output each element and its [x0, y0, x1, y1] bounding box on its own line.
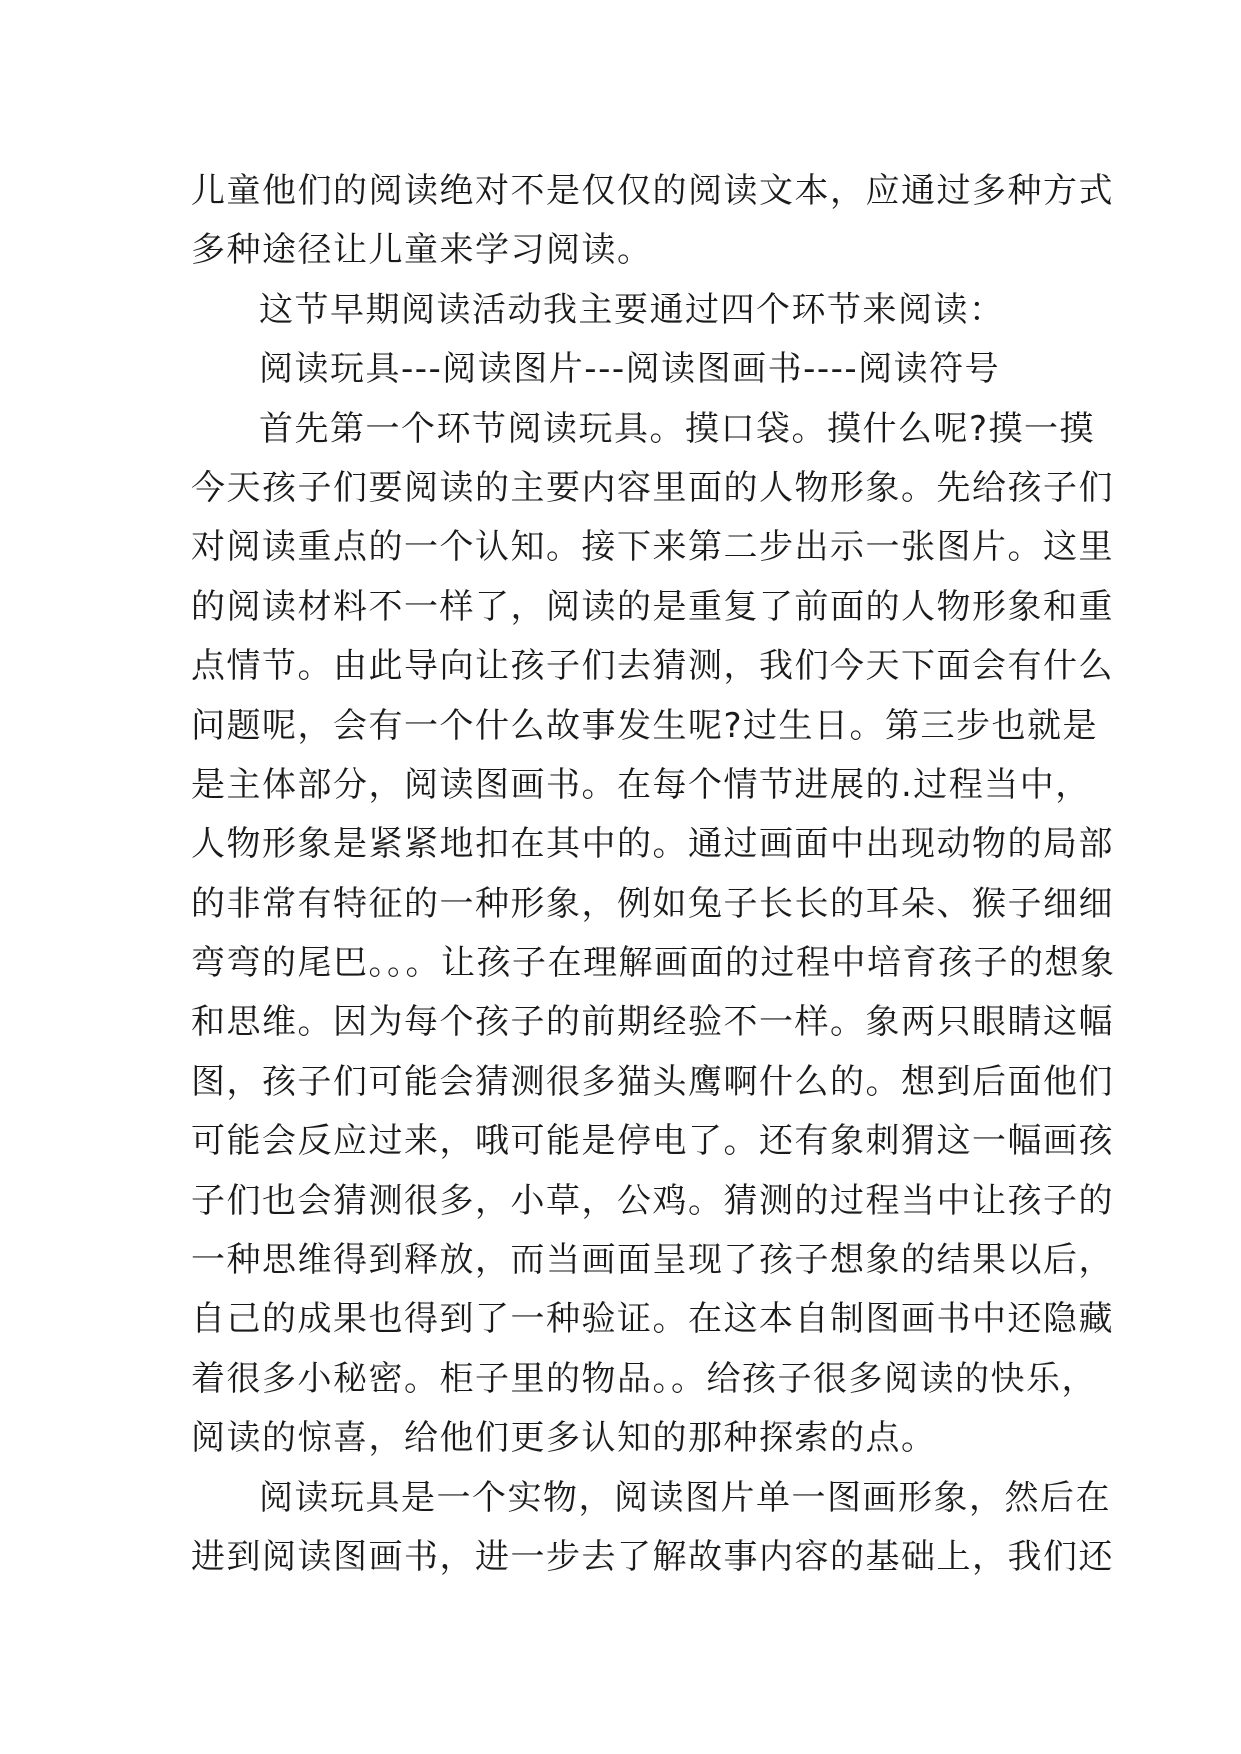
- text-line: 着很多小秘密。柜子里的物品。。给孩子很多阅读的快乐，: [191, 1358, 1097, 1399]
- text-line: 点情节。由此导向让孩子们去猜测，我们今天下面会有什么: [191, 646, 1114, 687]
- text-line: 问题呢，会有一个什么故事发生呢?过生日。第三步也就是: [191, 705, 1099, 746]
- body-text: [191, 162, 1116, 1587]
- text-line: 图，孩子们可能会猜测很多猫头鹰啊什么的。想到后面他们: [191, 1061, 1114, 1102]
- text-line: 对阅读重点的一个认知。接下来第二步出示一张图片。这里: [191, 527, 1114, 568]
- text-line: 自己的成果也得到了一种验证。在这本自制图画书中还隐藏: [191, 1299, 1114, 1340]
- text-line: 弯弯的尾巴。。。让孩子在理解画面的过程中培育孩子的想象: [191, 943, 1116, 984]
- text-line: 的非常有特征的一种形象，例如兔子长长的耳朵、猴子细细: [191, 883, 1114, 924]
- text-line: 进到阅读图画书，进一步去了解故事内容的基础上，我们还: [191, 1536, 1114, 1577]
- text-line: 这节早期阅读活动我主要通过四个环节来阅读：: [259, 289, 1005, 330]
- text-line: 一种思维得到释放，而当画面呈现了孩子想象的结果以后，: [191, 1240, 1114, 1281]
- text-line: 阅读玩具---阅读图片---阅读图画书----阅读符号: [259, 349, 1001, 390]
- text-line: 是主体部分，阅读图画书。在每个情节进展的.过程当中，: [191, 764, 1091, 805]
- text-line: 和思维。因为每个孩子的前期经验不一样。象两只眼睛这幅: [191, 1002, 1114, 1043]
- text-line: 子们也会猜测很多，小草，公鸡。猜测的过程当中让孩子的: [191, 1180, 1114, 1221]
- text-line: 今天孩子们要阅读的主要内容里面的人物形象。先给孩子们: [191, 467, 1114, 508]
- text-line: 首先第一个环节阅读玩具。摸口袋。摸什么呢?摸一摸: [259, 408, 1096, 449]
- text-line: 阅读的惊喜，给他们更多认知的那种探索的点。: [191, 1418, 937, 1459]
- text-line: 人物形象是紧紧地扣在其中的。通过画面中出现动物的局部: [191, 824, 1114, 865]
- text-line: 阅读玩具是一个实物，阅读图片单一图画形象，然后在: [259, 1477, 1111, 1518]
- text-line: 多种途径让儿童来学习阅读。: [191, 230, 653, 271]
- text-line: 儿童他们的阅读绝对不是仅仅的阅读文本，应通过多种方式: [191, 171, 1114, 211]
- text-line: 的阅读材料不一样了，阅读的是重复了前面的人物形象和重: [191, 586, 1114, 627]
- text-line: 可能会反应过来，哦可能是停电了。还有象刺猬这一幅画孩: [191, 1121, 1114, 1162]
